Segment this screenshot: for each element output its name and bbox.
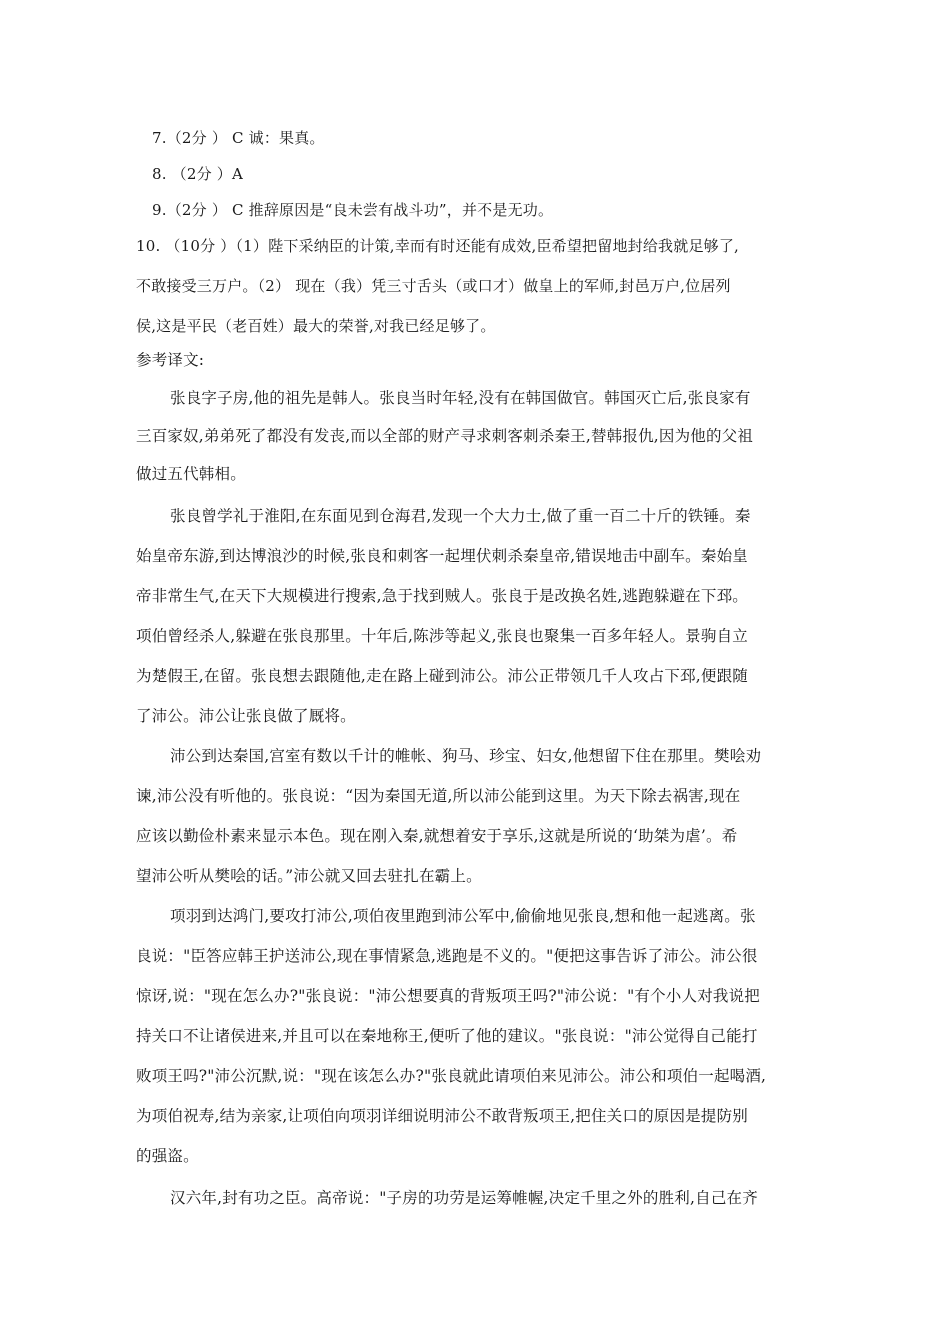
translation-line: 项羽到达鸿门,要攻打沛公,项伯夜里跑到沛公军中,偷偷地见张良,想和他一起逃离。张 (170, 907, 756, 925)
answer-8: 8. （2分 ）A (152, 165, 244, 183)
translation-line: 应该以勤俭朴素来显示本色。现在刚入秦,就想着安于享乐,这就是所说的‘助桀为虐’。希 (136, 827, 738, 845)
translation-line: 为楚假王,在留。张良想去跟随他,走在路上碰到沛公。沛公正带领几千人攻占下邳,便跟随 (136, 667, 748, 685)
translation-line: 良说："臣答应韩王护送沛公,现在事情紧急,逃跑是不义的。"便把这事告诉了沛公。沛公很 (136, 947, 758, 965)
translation-line: 的强盗。 (136, 1147, 199, 1165)
answer-10-line-1: 10. （10分 ）（1）陛下采纳臣的计策,幸而有时还能有成效,臣希望把留地封给我就足够了, (136, 237, 740, 255)
translation-line: 汉六年,封有功之臣。高帝说："子房的功劳是运筹帷幄,决定千里之外的胜利,自己在齐 (170, 1189, 758, 1207)
answer-7: 7.（2分 ） C 诚：果真。 (152, 129, 325, 147)
translation-line: 张良字子房,他的祖先是韩人。张良当时年轻,没有在韩国做官。韩国灭亡后,张良家有 (170, 389, 751, 407)
answer-10-line-2: 不敢接受三万户。（2） 现在（我）凭三寸舌头（或口才）做皇上的军师,封邑万户,位居列 (136, 277, 731, 295)
translation-line: 败项王吗?"沛公沉默,说："现在该怎么办?"张良就此请项伯来见沛公。沛公和项伯一起喝酒, (136, 1067, 767, 1085)
translation-line: 项伯曾经杀人,躲避在张良那里。十年后,陈涉等起义,张良也聚集一百多年轻人。景驹自立 (136, 627, 748, 645)
translation-line: 望沛公听从樊哙的话。”沛公就又回去驻扎在霸上。 (136, 867, 482, 885)
translation-line: 做过五代韩相。 (136, 465, 246, 483)
translation-line: 始皇帝东游,到达博浪沙的时候,张良和刺客一起埋伏刺杀秦皇帝,错误地击中副车。秦始皇 (136, 547, 748, 565)
translation-line: 了沛公。沛公让张良做了厩将。 (136, 707, 356, 725)
translation-heading: 参考译文: (136, 351, 205, 369)
answer-9: 9.（2分 ） C 推辞原因是“良未尝有战斗功”，并不是无功。 (152, 201, 554, 219)
translation-line: 张良曾学礼于淮阳,在东面见到仓海君,发现一个大力士,做了重一百二十斤的铁锤。秦 (170, 507, 751, 525)
translation-line: 持关口不让诸侯进来,并且可以在秦地称王,便听了他的建议。"张良说："沛公觉得自己能打 (136, 1027, 758, 1045)
translation-line: 三百家奴,弟弟死了都没有发丧,而以全部的财产寻求刺客刺杀秦王,替韩报仇,因为他的父祖 (136, 427, 754, 445)
translation-line: 沛公到达秦国,宫室有数以千计的帷帐、狗马、珍宝、妇女,他想留下住在那里。樊哙劝 (170, 747, 762, 765)
translation-line: 惊讶,说："现在怎么办?"张良说："沛公想要真的背叛项王吗?"沛公说："有个小人对我说把 (136, 987, 760, 1005)
translation-line: 帝非常生气,在天下大规模进行搜索,急于找到贼人。张良于是改换名姓,逃跑躲避在下邳。 (136, 587, 748, 605)
answer-10-line-3: 侯,这是平民（老百姓）最大的荣誉,对我已经足够了。 (136, 317, 496, 335)
translation-line: 谏,沛公没有听他的。张良说：“因为秦国无道,所以沛公能到这里。为天下除去祸害,现在 (136, 787, 741, 805)
translation-line: 为项伯祝寿,结为亲家,让项伯向项羽详细说明沛公不敢背叛项王,把住关口的原因是提防别 (136, 1107, 748, 1125)
